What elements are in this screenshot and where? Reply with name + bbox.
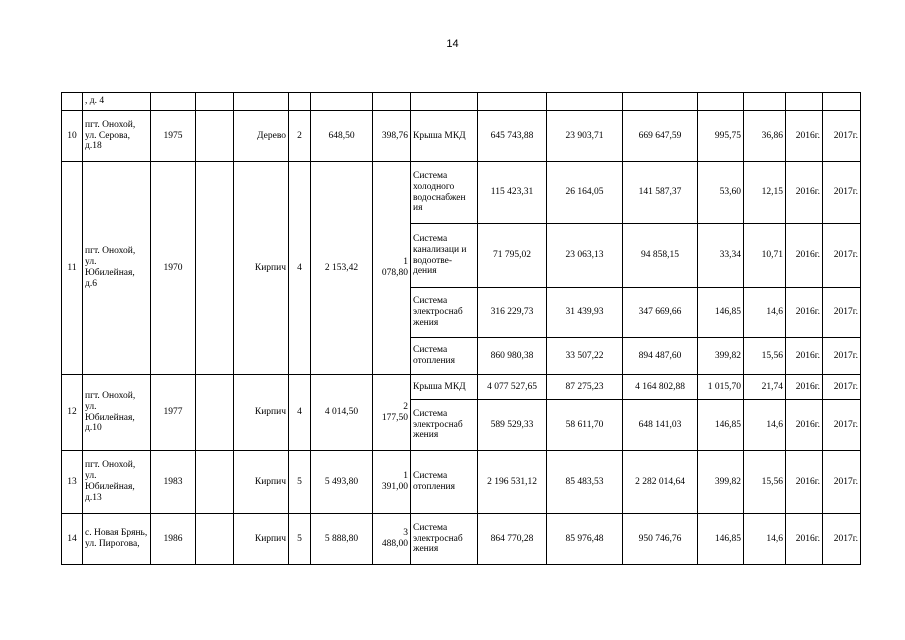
area-total-cell: 5 888,80: [311, 514, 373, 565]
floors-cell: 4: [289, 162, 311, 375]
end-year-cell: 2017г.: [823, 111, 861, 162]
cost-cell: 316 229,73: [478, 288, 547, 338]
end-year-cell: 2017г.: [823, 288, 861, 338]
work-type-cell: Система канализаци и водоотве- дения: [411, 224, 478, 288]
control-cost-cell: 87 275,23: [547, 375, 623, 400]
contribution-cell: 21,74: [744, 375, 786, 400]
control-cost-cell: 85 976,48: [547, 514, 623, 565]
cost-cell: 860 980,38: [478, 338, 547, 375]
address-cell: с. Новая Брянь, ул. Пирогова,: [83, 514, 151, 565]
work-type-cell: Система отопления: [411, 451, 478, 514]
area-total-cell: 648,50: [311, 111, 373, 162]
total-cost-cell: 4 164 802,88: [623, 375, 698, 400]
end-year-cell: 2017г.: [823, 338, 861, 375]
start-year-cell: 2016г.: [786, 111, 823, 162]
area-total-cell: 4 014,50: [311, 375, 373, 451]
unit-cost-cell: 399,82: [698, 451, 744, 514]
unit-cost-cell: 146,85: [698, 514, 744, 565]
total-cost-cell: 347 669,66: [623, 288, 698, 338]
area-residential-cell: 2 177,50: [373, 375, 411, 451]
control-cost-cell: 33 507,22: [547, 338, 623, 375]
row-number: 11: [62, 162, 83, 375]
cost-cell: 2 196 531,12: [478, 451, 547, 514]
total-cost-cell: 2 282 014,64: [623, 451, 698, 514]
floors-cell: 2: [289, 111, 311, 162]
area-residential-cell: 398,76: [373, 111, 411, 162]
start-year-cell: 2016г.: [786, 338, 823, 375]
table-row: [62, 514, 861, 565]
work-type-cell: Крыша МКД: [411, 111, 478, 162]
work-type-cell: Система отопления: [411, 338, 478, 375]
year-cell: 1970: [151, 162, 196, 375]
control-cost-cell: 26 164,05: [547, 162, 623, 224]
floors-cell: 5: [289, 514, 311, 565]
end-year-cell: 2017г.: [823, 451, 861, 514]
table-row: [62, 375, 861, 400]
material-cell: Дерево: [234, 111, 289, 162]
total-cost-cell: 669 647,59: [623, 111, 698, 162]
address-cell: пгт. Онохой, ул. Юбилейная, д.13: [83, 451, 151, 514]
unit-cost-cell: 53,60: [698, 162, 744, 224]
contribution-cell: 10,71: [744, 224, 786, 288]
material-cell: Кирпич: [234, 514, 289, 565]
floors-cell: 4: [289, 375, 311, 451]
cost-cell: 864 770,28: [478, 514, 547, 565]
unit-cost-cell: 146,85: [698, 288, 744, 338]
area-total-cell: 2 153,42: [311, 162, 373, 375]
address-cell: пгт. Онохой, ул. Юбилейная, д.10: [83, 375, 151, 451]
material-cell: Кирпич: [234, 375, 289, 451]
contribution-cell: 12,15: [744, 162, 786, 224]
start-year-cell: 2016г.: [786, 514, 823, 565]
row-number: 10: [62, 111, 83, 162]
work-type-cell: Крыша МКД: [411, 375, 478, 400]
work-type-cell: Система электроснаб жения: [411, 400, 478, 451]
table-row: [62, 162, 861, 224]
row-number: 12: [62, 375, 83, 451]
work-type-cell: Система электроснаб жения: [411, 514, 478, 565]
contribution-cell: 14,6: [744, 288, 786, 338]
total-cost-cell: 648 141,03: [623, 400, 698, 451]
end-year-cell: 2017г.: [823, 514, 861, 565]
row-number: 13: [62, 451, 83, 514]
start-year-cell: 2016г.: [786, 162, 823, 224]
end-year-cell: 2017г.: [823, 162, 861, 224]
year-cell: 1977: [151, 375, 196, 451]
page-number: 14: [446, 38, 459, 50]
table-row: [62, 111, 861, 162]
unit-cost-cell: 146,85: [698, 400, 744, 451]
table-row: [62, 93, 861, 111]
contribution-cell: 15,56: [744, 451, 786, 514]
unit-cost-cell: 33,34: [698, 224, 744, 288]
cost-cell: 115 423,31: [478, 162, 547, 224]
cost-cell: 645 743,88: [478, 111, 547, 162]
material-cell: Кирпич: [234, 162, 289, 375]
unit-cost-cell: 399,82: [698, 338, 744, 375]
unit-cost-cell: 1 015,70: [698, 375, 744, 400]
control-cost-cell: 23 063,13: [547, 224, 623, 288]
end-year-cell: 2017г.: [823, 224, 861, 288]
row-number: 14: [62, 514, 83, 565]
contribution-cell: 14,6: [744, 400, 786, 451]
address-cell: пгт. Онохой, ул. Серова, д.18: [83, 111, 151, 162]
end-year-cell: 2017г.: [823, 400, 861, 451]
work-type-cell: Система холодного водоснабжен ия: [411, 162, 478, 224]
control-cost-cell: 85 483,53: [547, 451, 623, 514]
start-year-cell: 2016г.: [786, 375, 823, 400]
unit-cost-cell: 995,75: [698, 111, 744, 162]
floors-cell: 5: [289, 451, 311, 514]
cost-cell: 71 795,02: [478, 224, 547, 288]
area-residential-cell: 3 488,00: [373, 514, 411, 565]
control-cost-cell: 31 439,93: [547, 288, 623, 338]
end-year-cell: 2017г.: [823, 375, 861, 400]
control-cost-cell: 58 611,70: [547, 400, 623, 451]
area-total-cell: 5 493,80: [311, 451, 373, 514]
repair-program-table: [61, 92, 861, 565]
total-cost-cell: 94 858,15: [623, 224, 698, 288]
start-year-cell: 2016г.: [786, 224, 823, 288]
year-cell: 1986: [151, 514, 196, 565]
start-year-cell: 2016г.: [786, 451, 823, 514]
total-cost-cell: 141 587,37: [623, 162, 698, 224]
cost-cell: 4 077 527,65: [478, 375, 547, 400]
year-cell: 1983: [151, 451, 196, 514]
contribution-cell: 14,6: [744, 514, 786, 565]
table-row: [62, 451, 861, 514]
address-cell: , д. 4: [83, 93, 151, 111]
total-cost-cell: 894 487,60: [623, 338, 698, 375]
material-cell: Кирпич: [234, 451, 289, 514]
work-type-cell: Система электроснаб жения: [411, 288, 478, 338]
start-year-cell: 2016г.: [786, 400, 823, 451]
total-cost-cell: 950 746,76: [623, 514, 698, 565]
year-cell: 1975: [151, 111, 196, 162]
start-year-cell: 2016г.: [786, 288, 823, 338]
cost-cell: 589 529,33: [478, 400, 547, 451]
contribution-cell: 15,56: [744, 338, 786, 375]
area-residential-cell: 1 078,80: [373, 162, 411, 375]
address-cell: пгт. Онохой, ул. Юбилейная, д.6: [83, 162, 151, 375]
area-residential-cell: 1 391,00: [373, 451, 411, 514]
control-cost-cell: 23 903,71: [547, 111, 623, 162]
contribution-cell: 36,86: [744, 111, 786, 162]
